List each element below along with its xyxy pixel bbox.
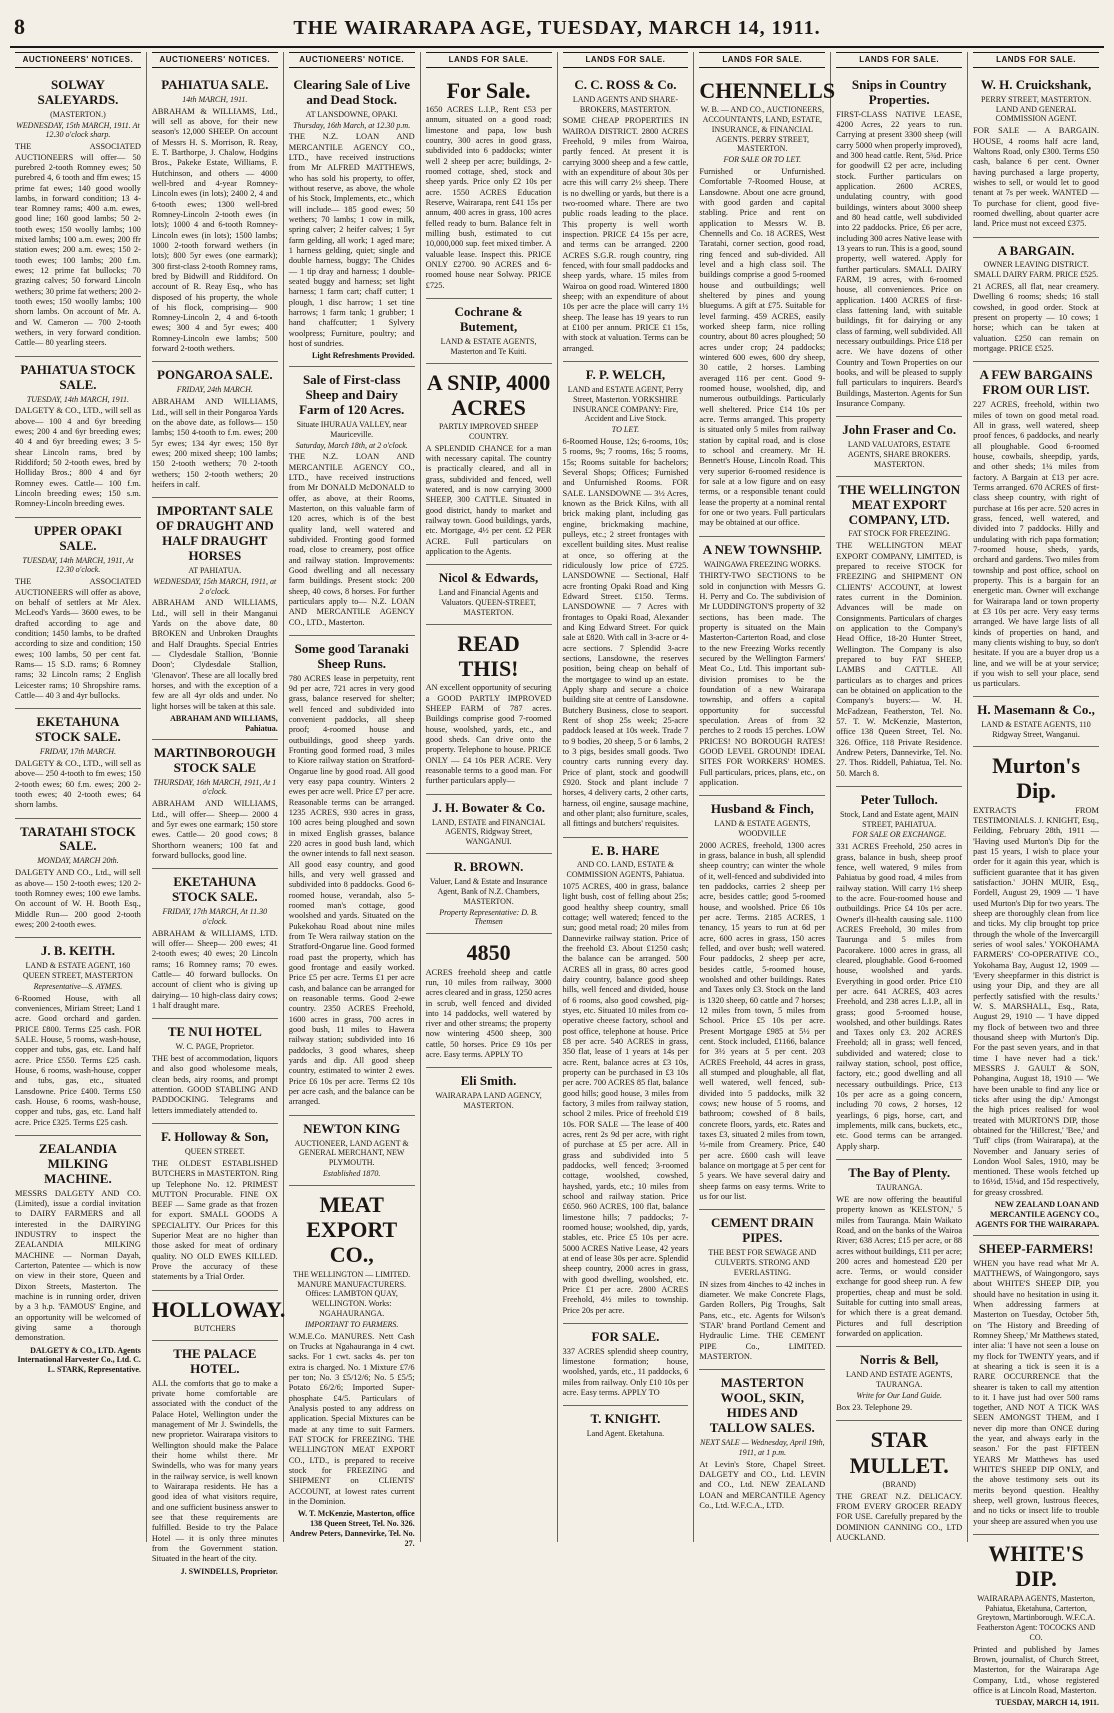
masthead bbox=[10, 14, 1104, 48]
ad-title: PAHIATUA STOCK SALE. bbox=[20, 361, 136, 392]
ad-title: T. KNIGHT. bbox=[590, 1411, 661, 1427]
advertisement bbox=[426, 854, 552, 934]
ad-body: A SPLENDID CHANCE for a man with necessary capital. The country is practically cleared, and all in grass, subdivided and fenced, well watered, and is now carrying 3000 SHEEP, 300 CATTLE. Situated in good district, handy to market and railway town. Good buildings, yards, etc. Mortgage, 4½ per cent. £2 PER ACRE. Full particulars on application to the Agents. bbox=[425, 443, 552, 557]
ad-title: W. H. Cruickshank, bbox=[980, 76, 1092, 92]
ad-title: A FEW BARGAINS FROM OUR LIST. bbox=[979, 367, 1093, 398]
advertisement bbox=[973, 747, 1099, 1236]
ad-title: H. Masemann & Co., bbox=[977, 702, 1095, 718]
ad-sub: AUCTIONEER, LAND AGENT & GENERAL MERCHANT, NEW PLYMOUTH. bbox=[294, 1138, 409, 1168]
ad-body: THE WELLINGTON MEAT EXPORT COMPANY, LIMITED, is prepared to receive STOCK for FREEZING and SHIPMENT ON CLIENTS' ACCOUNT, at lowest rates current in the Dominion. Advances will be made on Consignments. Particulars of charges on application to the Company's Head Office, 18-20 Hunter Street, Wellington. The Company is also prepared to buy FAT SHEEP, LAMBS and CATTLE. All particulars as to charges and prices can be obtained on application to the Company's buyers:— W. H. McFadzean, Featherston, Tel. No. 57. T. W. McKenzie, Masterton, office 138 Queen Street, Tel. No. 326. Office, 118 Private Residence. Andrew Peters, Dannevirke, Tel. No. 27. Thos. Riddell, Pahiatua, Tel. No. 50. March 8. bbox=[836, 541, 963, 778]
advertisement bbox=[836, 1160, 962, 1347]
ad-date: FOR SALE OR TO LET. bbox=[723, 155, 802, 165]
ad-sub: PERRY STREET, MASTERTON. LAND AND GENERAL COMMISSION AGENT. bbox=[981, 94, 1092, 124]
ad-date: TUESDAY, 14th MARCH, 1911. bbox=[26, 394, 130, 404]
ad-body: Box 23. Telephone 29. bbox=[836, 1402, 913, 1412]
ad-sig: Light Refreshments Provided. bbox=[312, 351, 415, 361]
advertisement bbox=[563, 362, 689, 838]
ad-sub: PARTLY IMPROVED SHEEP COUNTRY. bbox=[439, 422, 539, 441]
advertisement bbox=[152, 1341, 278, 1582]
ad-date: FRIDAY, 17th MARCH, At 11.30 o'clock. bbox=[162, 907, 268, 926]
ad-title: MEAT EXPORT CO., bbox=[306, 1191, 398, 1268]
ad-sub: WAINGAWA FREEZING WORKS. bbox=[703, 559, 821, 569]
advertisement bbox=[563, 72, 689, 362]
column-heading: LANDS FOR SALE. bbox=[426, 52, 552, 68]
column-heading: LANDS FOR SALE. bbox=[699, 52, 825, 68]
advertisement bbox=[973, 1236, 1099, 1535]
ad-body: 337 ACRES splendid sheep country, limestone formation; house, woolshed, yards, etc., 11 paddocks, 6 miles from railway. Only £10 10s per acre. Easy terms. APPLY TO bbox=[562, 1346, 689, 1398]
ad-sub: LAND & ESTATE AGENTS, 110 Ridgway Street, Wanganui. bbox=[981, 720, 1091, 740]
advertisement bbox=[15, 938, 141, 1136]
ad-title: Peter Tulloch. bbox=[860, 791, 938, 807]
ad-body: MESSRS DALGETY AND CO. (Limited), issue a cordial invitation to DAIRY FARMERS and all interested in the DAIRYING INDUSTRY to inspect the ZEALANDIA MILKING MACHINE — Norman Dayah, Carterton, Patentee — which is now on view in their store, Queen and Dixon Streets, Masterton. The machine is in running order, driven by a 3 h.p. 'FAMOUS' Engine, and an opportunity will be welcomed of giving same a thorough demonstration. bbox=[15, 1188, 141, 1343]
ad-date: Representative—S. AYMES. bbox=[33, 981, 123, 991]
ad-date: Property Representative: D. B. Themsen bbox=[439, 907, 538, 927]
column-7 bbox=[831, 52, 968, 1542]
advertisement bbox=[563, 1324, 689, 1407]
ad-body: 780 ACRES lease in perpetuity, rent 9d per acre, 721 acres in very good grass, balance reserved for shelter; well fenced and subdivided into convenient paddocks, all sheep proof; 4-roomed house and outbuildings, good sheep yards. Fronting good formed road, 3 miles to Kiore railway station on Stratford-Ongarue line by good road. All good very easy papa country. Winters 2 ewes per acre well. Price £7 per acre. Reasonable terms can be arranged. 1235 ACRES, 930 acres in grass, 100 acres being ploughed and sown in mixed English grasses, balance 220 acres in good bush land, which the owner intends to fall next season. All good easy country, and good hills, and very well grassed and subdivided into 8 paddocks. Good 6-roomed house, verandah, also 5-roomed man's cottage, good woolshed and yards. Situated on the Pukekohau Road about nine miles from Te Wera railway station on the Stratford-Ongarue line. Good formed road past the property, which has good frontage and easily worked. Price £5 per acre. Terms £1 per acre cash, and balance can be arranged for on reasonable terms. Good 2-ewe country. 2350 ACRES Freehold, 1600 acres in grass, 700 acres in good bush, 11 miles to Hawera railway station; subdivided into 16 paddocks, 3 good whares, sheep yards and dip. All good sheep country, estimated to winter 2 ewes. Price £6 10s per acre. Terms £2 10s per acre cash, and the balance can be arranged. bbox=[288, 673, 415, 1107]
advertisement bbox=[15, 72, 141, 357]
ad-body: ALL the comforts that go to make a private home comfortable are associated with the conduct of the Palace Hotel, Wellington under the management of Mr J. Swindells, the new proprietor. Wairarapa visitors to Wellington should make the Palace their home whilst there. Mr Swindells, who was for many years in the railway service, is well known to Wairarapa residents. He has a good idea of what visitors require, and one sufficient business answer to see that these requirements are fulfilled. Beside to try the Palace Hotel — it is only three minutes from the Government station. Situated in the heart of the city. bbox=[151, 1378, 278, 1564]
advertisement bbox=[426, 364, 552, 566]
ad-sub: QUEEN STREET. bbox=[184, 1147, 245, 1157]
ad-title: HOLLOWAY. bbox=[151, 1296, 286, 1322]
column-heading: AUCTIONEERS' NOTICES. bbox=[152, 52, 278, 68]
column-heading: LANDS FOR SALE. bbox=[836, 52, 962, 68]
advertisement bbox=[699, 796, 825, 1210]
advertisement bbox=[563, 1406, 689, 1445]
ad-sub: THE BEST FOR SEWAGE AND CULVERTS. STRONG AND EVERLASTING. bbox=[708, 1248, 817, 1277]
column-4 bbox=[421, 52, 558, 1542]
ad-title: TE NUI HOTEL bbox=[167, 1024, 262, 1040]
advertisement bbox=[426, 1068, 552, 1117]
ad-body: FIRST-CLASS NATIVE LEASE, 4200 Acres, 22 years to run. Carrying at present 3300 sheep (will carry 5000 when properly improved), and 300 head cattle. Rent, 5¾d. Price for goodwill £2 per acre, including stock. Further particulars on application. 2600 ACRES, undulating country, with good buildings, winters about 3000 sheep and 80 head cattle, well subdivided into 22 paddocks. Price, £6 per acre, including 300 acres Native lease with 13 years to run. This is a good, sound property, well watered. Apply for further particulars. SMALL DAIRY FARM, 19 acres, with 6-roomed house, all conveniences. Price on application. 1400 ACRES of first-class fattening land, with suitable buildings, fit for dairying or any class of farming, well subdivided. All necessary outbuildings. Price £18 per acre. We have dozens of other Country and Town Properties on our books, and will be pleased to supply full particulars to inquirers. Beard's Buildings, Masterton. Agents for Sun Insurance Company. bbox=[836, 109, 963, 408]
ad-title: Nicol & Edwards, bbox=[438, 570, 539, 586]
advertisement bbox=[289, 72, 415, 367]
column-heading: AUCTIONEERS' NOTICE. bbox=[289, 52, 415, 68]
ad-sub: Land Agent. Eketahuna. bbox=[586, 1429, 665, 1439]
ad-sub: LAND & ESTATE AGENT, 160 QUEEN STREET, MASTERTON bbox=[22, 961, 133, 980]
ad-title: Some good Taranaki Sheep Runs. bbox=[294, 640, 409, 671]
ad-date: NEXT SALE — Wednesday, April 19th, 1911, at 1 p.m. bbox=[700, 1438, 825, 1457]
advertisement bbox=[699, 72, 836, 537]
ad-body: W.M.E.Co. MANURES. Nett Cash on Trucks at Ngahauranga in 4 cwt. sacks. For 1 cwt. sacks 4s. per ton extra is charged. No. 1 Mixture £7/6 per ton; No. 3 £5/12/6; No. 5 £5/5; Potato £6/2/6; Imported Super-phosphate £4/5. Particulars of Analysis posted to any address on application. Special Mixtures can be made at any time to suit Farmers. FAT STOCK for FREEZING. THE WELLINGTON MEAT EXPORT CO., LTD., is prepared to receive stock for FREEZING and SHIPMENT on CLIENTS' ACCOUNT, at lowest rates current in the Dominion. bbox=[288, 1331, 415, 1506]
ad-body: THE ASSOCIATED AUCTIONEERS will offer— 50 purebred 2-tooth Romney ewes; 50 purebred 4, 6 tooth and ffm ewes; 15 prime fat ewes; 140 good woolly lambs, in forward condition; 13 4-tear Romney rams; 400 a.m. ewes, good line; 160 good lambs; 50 2-tooth ewes; 150 woolly lambs; 100 mixed lambs; 100 a.m. ewes; 200 ffr station ewes; 200 a.m. ewes; 150 2-tooth ewes; 100 lambs; 200 f.m. ewes; 12 prime fat bullocks; 70 grazing calves; 50 forward Lincoln wethers; 30 prime fat wethers; 200 2-tooth ewes; 150 woolly lambs; 100 shorn lambs. On account of Mr. A. and W. Cameron — 700 2-tooth wethers, in very forward condition. Cattle— 80 yearling steers. bbox=[15, 142, 141, 348]
ad-title: Murton's Dip. bbox=[992, 753, 1081, 804]
ad-sub: W. B. — AND CO., AUCTIONEERS, ACCOUNTANTS, LAND, ESTATE, INSURANCE, & FINANCIAL AGENTS. PERRY STREET, MASTERTON. bbox=[700, 105, 824, 154]
ad-title: STAR MULLET. bbox=[849, 1427, 949, 1478]
ad-body: AN excellent opportunity of securing a GOOD PARTLY IMPROVED SHEEP FARM of 787 acres. Buildings comprise good 7-roomed house, woolshed, yards, etc., and good sheds. Can drive onto the property. Telephone to house. PRICE ONLY — £4 10s PER ACRE. Very reasonable terms to a good man. For further particulars apply— bbox=[425, 683, 552, 786]
ad-body: ABRAHAM AND WILLIAMS, Ltd., will sell in their Pongaroa Yards on the above date, as follows— 150 lambs; 150 4-tooth to f.m. ewes; 200 5yr ewes; 134 4yr ewes; 150 8yr ewes; 200 mixed sheep; 100 lambs; 150 2-tooth wethers; 70 2-tooth wethers; 150 2-tooth wethers; 20 heifers in calf. bbox=[151, 397, 278, 489]
ad-title: MASTERTON WOOL, SKIN, HIDES AND TALLOW SALES. bbox=[709, 1375, 815, 1436]
column-6 bbox=[694, 52, 836, 1542]
ad-sig: NEW ZEALAND LOAN AND MERCANTILE AGENCY CO., AGENTS FOR THE WAIRARAPA. bbox=[975, 1200, 1099, 1229]
ad-sub: LAND AND ESTATE AGENTS, TAURANGA. bbox=[845, 1370, 953, 1390]
advertisement bbox=[973, 72, 1099, 238]
advertisement bbox=[152, 1019, 278, 1124]
ad-body: DALGETY & CO., LTD., will sell as above— 250 4-tooth to fm ewes; 150 2-tooth ewes; 60 f.m. ewes; 200 2-tooth ewes; 40 2-tooth ewes; 64 shorn lambs. bbox=[15, 758, 141, 810]
ad-sub: (BRAND) bbox=[882, 1479, 916, 1489]
ad-body: THE N.Z. LOAN AND MERCANTILE AGENCY CO., LTD., have received instructions from Mr DONALD McDONALD to offer, as above, at their Rooms, Masterton, on this valuable farm of 120 acres, which is of the best quality land, well watered and subdivided. Fronting good formed road, close to creamery, post office and railway station. Improvements: Good dwelling and all necessary farm buildings. Present stock: 200 sheep, 40 cows, 8 horses. For further particulars apply to— N.Z. LOAN AND MERCANTILE AGENCY CO., LTD., Masterton. bbox=[288, 452, 415, 627]
ad-sub: W. C. PAGE, Proprietor. bbox=[175, 1042, 254, 1052]
advertisement bbox=[973, 697, 1099, 747]
ad-sub: FAT STOCK FOR FREEZING. bbox=[848, 529, 951, 539]
ad-body: THE OLDEST ESTABLISHED BUTCHERS in MASTERTON. Ring up Telephone No. 12. PRIMEST MUTTON Procurable. FINE OX BEEF — Same grade as that frozen for export. SMALL GOODS A SPECIALITY. Our Prices for this Superior Meat are no higher than those asked for meat of ordinary quality. NO OLD EWES KILLED. Prove the accuracy of these statements by a Trial Order. bbox=[151, 1158, 278, 1282]
advertisement bbox=[426, 72, 552, 299]
advertisement bbox=[973, 362, 1099, 697]
ad-sub: OWNER LEAVING DISTRICT. SMALL DAIRY FARM. PRICE £525. bbox=[973, 260, 1099, 280]
advertisement bbox=[151, 1291, 286, 1341]
ad-date: Established 1870. bbox=[323, 1169, 381, 1179]
ad-title: EKETAHUNA STOCK SALE. bbox=[171, 874, 258, 905]
advertisement bbox=[836, 72, 962, 417]
advertisement bbox=[426, 795, 552, 854]
ad-body: 1075 ACRES, 400 in grass, balance light bush, cost of felling about 25s; good healthy sheep country, small cottage; well watered; fenced to the sun; good metal road; 20 miles from Dannevirke railway station. Price of the freehold £3. About £1250 cash; the balance can be arranged. 500 ACRES all in grass, 80 acres good dairy country, balance good sheep hills, well fenced and divided, house of 6 rooms, also good cowshed, pig-styes, etc. Situated 10 miles from co-operative cheese factory, school and post office, telephone at house. Price £8 per acre. 540 ACRES in grass, 350 flat, lease of 1 years at 14s per acre. Rent, balance acres at £3 10s, property can be purchased in £3 10s per acre. 700 ACRES 85 flat, balance good hills; good house, 3 miles from factory, 3 miles from railway station, school 2 miles. Price of freehold £19 10s. FOR SALE — The lease of 400 acres, rent 2s 9d per acre, with right of purchase at £5 per acre. All in grass and subdivided into 5 paddocks, well fenced; 3-roomed cottage, woolshed, cowshed, hayshed, yards, etc.; 10 miles from school and railway station. Price £650. 960 ACRES, 100 flat, balance limestone hills; 7 paddocks; 7-roomed house; woolshed, dip, yards, stables, etc. Price £5 10s per acre. 5000 ACRES Native Lease, 42 years at end of lease 30s per acre. Splendid sheep country, 2000 acres in grass, with good dwelling, woolshed, etc. Price £1 per acre. 2800 ACRES Freehold, 4½ miles to township. Price 20s per acre. bbox=[562, 882, 689, 1315]
ad-body: Furnished or Unfurnished. Comfortable 7-Roomed House, at Lansdowne. About one acre ground, with good garden and capital stabling. Price and rent on application to Messrs W. B. Chennells and Co. 18 ACRES, West Taratahi, corner section, good road, ring fenced and sub-divided. All level and a high class soil. The buildings comprise a good 5-roomed house and outbuildings; well sheltered by pines and young bluegums. A gift at £75. Suitable for level farming. 459 ACRES, easily worked sheep farm, nice rolling country, about 80 acres ploughed; 50 acres under crop; 24 paddocks; wintered 600 ewes, 600 dry sheep, 30 cattle, 2 horses. Lambing averaged 116 per cent. Good 9-roomed house, woolshed, dip, and numerous outbuildings. Particularly well sheltered. Price £14 10s per acre. Terms arranged. This property is situated only 5 miles from railway station by capital road, and is close to school and creamery. Mr H. Bennett's House, Lincoln Road. This very superior 6-roomed residence is for sale at a low figure and on easy terms, or a responsible tenant could lease the property at a nominal rental for one or two years. Full particulars may be obtained at our office. bbox=[699, 167, 826, 528]
ad-date: Write for Our Land Guide. bbox=[856, 1391, 942, 1401]
ad-title: THE PALACE HOTEL. bbox=[173, 1345, 257, 1376]
advertisement bbox=[15, 357, 141, 518]
ad-title: E. B. HARE bbox=[591, 842, 660, 858]
ad-body: 2000 ACRES, freehold, 1300 acres in grass, balance in bush, all splendid sheep country; can winter the whole of it, well-fenced and subdivided into ten paddocks, carries 2 sheep per acre, besides cattle; good 5-roomed house, and woolshed. Price £6 10s per acre. Terms. 2185 ACRES, 1 tenancy, 15 years to run at 6d per acre, 600 acres in grass, 150 acres felled, and over bush; well watered. Four paddocks, 2 sheep per acre, besides cattle, 5-roomed house, woolshed and other buildings. Rates and Taxes only £3. Stock on the land is 1320 sheep, 60 cattle and 7 horses; 12 miles from town, 5 miles from School. Price £5 10s per acre. Present Mortgage £985 at 5½ per cent. Stock included, £1166, balance for 3½ years at 5 per cent. 203 ACRES Freehold, 44 acres in grass, all stumped and ploughable, all flat, well watered, well fenced, sub-divided into 5 paddocks, milk 32 cows; new house of 5 rooms, and bathroom; cowshed of 8 bails, concrete floors, yards, etc. Rates and taxes £3, situated 2 miles from town, ½-mile from Creamery. Price, £40 per acre. £600 cash will leave balance on mortgage at 5 per cent for 5 years. We have several dairy and sheep farms on easy terms. Write to us for our list. bbox=[699, 840, 826, 1201]
advertisement bbox=[973, 238, 1099, 363]
ad-date: Thursday, 16th March, at 12.30 p.m. bbox=[293, 120, 411, 130]
ad-title: R. BROWN. bbox=[453, 859, 524, 875]
ad-sub: LAND & ESTATE AGENTS, Masterton and Te Kuiti. bbox=[440, 336, 537, 356]
advertisement bbox=[152, 1124, 278, 1291]
ad-sub: THE WELLINGTON — LIMITED. MANURE MANUFACTURERS. Offices: LAMBTON QUAY, WELLINGTON. Works: NGAHAURANGA. bbox=[293, 1269, 411, 1319]
ad-body: At Levin's Store, Chapel Street. DALGETY and CO., Ltd. LEVIN and CO., Ltd. NEW ZEALAND LOAN and MERCANTILE Agency Co., Ltd. W.F.C.A., LTD. bbox=[699, 1459, 826, 1511]
ad-date: WEDNESDAY, 15th MARCH, 1911, at 2 o'clock. bbox=[153, 576, 277, 596]
ad-body: SOME CHEAP PROPERTIES IN WAIROA DISTRICT. 2800 ACRES Freehold, 9 miles from Wairoa, partly fenced. At present it is carrying 3000 sheep and a few cattle, with an expenditure of about 30s per acre this will carry 2½ sheep. There is no dwelling or yards, but there is a two-roomed whare. There are two public roads leading to the place. This property is well worth inspection. PRICE £4 15s per acre, and terms can be arranged. 2200 ACRES S.G.R. rough country, ring fenced, with four small paddocks and sheep yards, whare. 15 miles from Wairoa on good road. Wintered 1800 sheep; with an expenditure of about 10s per acre the place will carry 1½ sheep. The lease has 19 years to run at £100 per annum. PRICE £1 15s, with stock at valuation. Terms can be arranged. bbox=[562, 116, 689, 353]
advertisement bbox=[836, 1347, 962, 1421]
ad-title: Cochrane & Butement, bbox=[454, 304, 523, 334]
column-2 bbox=[147, 52, 286, 1576]
advertisement bbox=[426, 565, 552, 624]
ad-body: IN sizes from 4inches to 42 inches in diameter. We make Concrete Flags, Garden Rollers, Pig Troughs, Salt Pans, etc., etc. Agents for Wilson's 'STAR' brand Portland Cement and Hydraulic Lime. THE CEMENT PIPE Co., LIMITED. MASTERTON. bbox=[699, 1279, 826, 1361]
ad-body: 331 ACRES Freehold, 250 acres in grass, balance in bush, sheep proof fence, well watered, 9 miles from Pahiatua by good road, 4 miles from railway station. Will carry 1½ sheep to the acre. Four-roomed house and outbuildings. Price £4 10s per acre. Owner's ill-health causing sale. 1100 ACRES Freehold, 30 miles from Taurunga and 5 miles from Pacorakere. 1000 acres in grass, all cleared, ploughable. Good 6-roomed house, woolshed and yards. Everything in good order. Price £10 per acre. 641 ACRES, 403 acres Freehold, and 238 acres L.I.P., all in grass; good 5-roomed house, woolshed, and other buildings. Rates and Taxes only £3. 202 ACRES Freehold; all in grass; well fenced, subdivided and watered; close to railway station, school, post office, factory, etc.; good dwelling and all necessary outbuildings. Price, £13 10s per acre as a going concern, including 70 cows, 2 horses, 12 yearlings, 6 pigs, horse, cart, and implements, milk cans, buckets, etc., etc. Good terms can be arranged. Apply sharp. bbox=[836, 842, 963, 1151]
ad-body: ABRAHAM AND WILLIAMS, Ltd., will offer— Sheep— 2000 4 and 5yr ewes one earmark; 150 store ewes. Cattle— 20 good cows; 8 Shorthorn weaners; 100 fat and forward bullocks, good line. bbox=[151, 799, 278, 860]
ad-title: Snips in Country Properties. bbox=[851, 76, 947, 107]
ad-title: PAHIATUA SALE. bbox=[161, 76, 269, 92]
ad-body: ABRAHAM AND WILLIAMS, Ltd., will sell in their Manganui Yards on the above date, 80 BROKEN and Unbroken Draughts and Half Draughts. Special Entries — Clydesdale Stallion, 'Bonnie Doon'; Clydesdale Stallion, 'Glenavon'. These are all locally bred horses, and with the exception of a few are all 4yr olds and under. No light horses will be taken at this sale. bbox=[151, 598, 278, 711]
ad-title: Husband & Finch, bbox=[710, 801, 814, 817]
ad-title: A SNIP, 4000 ACRES bbox=[426, 369, 551, 420]
ad-title: F. P. WELCH, bbox=[585, 366, 666, 382]
ad-body: FOR SALE — A BARGAIN. HOUSE, 4 rooms half acre land, Waltons Road, only £300. Terms £50 cash, balance 6 per cent. Owner having purchased a large property, wishes to sell, or would let to good tenant at 7s per week. WANTED — To purchase for client, good five-roomed dwelling, about quarter acre land. Price must not exceed £375. bbox=[973, 126, 1099, 229]
advertisement bbox=[152, 869, 278, 1019]
ad-title: Eli Smith. bbox=[460, 1073, 517, 1089]
column-heading: LANDS FOR SALE. bbox=[973, 52, 1099, 68]
advertisement bbox=[152, 498, 278, 740]
ad-sub: LAND & ESTATE AGENTS, WOODVILLE bbox=[714, 819, 811, 838]
advertisement bbox=[836, 477, 962, 787]
ad-body: DALGETY AND CO., Ltd., will sell as above— 150 2-tooth ewes; 120 2-tooth Romney ewes; 100 ewe lambs. On account of W. H. Booth Esq., Middle Run— 200 good 2-tooth ewes; 200 2-tooth ewes. bbox=[15, 868, 141, 929]
ad-title: SOLWAY SALEYARDS. bbox=[37, 76, 119, 107]
ad-date: WEDNESDAY, 15th MARCH, 1911. At 12.30 o'clock sharp. bbox=[16, 120, 140, 140]
ad-sig: W. T. McKenzie, Masterton, office 138 Queen Street, Tel. No. 326. Andrew Peters, Dannevirke, Tel. No. 27. bbox=[289, 1509, 415, 1548]
column-heading: AUCTIONEERS' NOTICES. bbox=[15, 52, 141, 68]
column-8 bbox=[968, 52, 1104, 1708]
ad-sub: Land and Financial Agents and Valuators. QUEEN-STREET, MASTERTON. bbox=[438, 588, 539, 618]
ad-date: TO LET. bbox=[611, 425, 640, 435]
advertisement bbox=[15, 518, 141, 709]
ad-body: EXTRACTS FROM TESTIMONIALS. J. KNIGHT, Esq., Feilding, February 28th, 1911 — 'Having used Murton's Dip for the past 15 years, I wish to place your order for it again this year, which is sufficient guarantee that it has given satisfaction.' JOHN MUIR, Esq., Fordell, August 29, 1909 — 'I have used Murton's Dip for two years. The sheep are thoroughly clean from lice and ticks. My clip brought top price through the whole of the Invercargill series of wool sales.' YOKOHAMA FARMERS' CO-OPERATIVE CO., Yokohama Bay, August 12, 1909 — 'Every sheepfarmer in this district is using your Dip, and they are all perfectly satisfied with the results.' W. S. MARSHALL, Esq., Rata, August 29, 1910 — 'I have dipped my flock of between two and three thousand sheep with Murton's Dip. For the past seven years, and in that time I have never had a tick.' MESSRS J. GAULT & SON, Pohangina, August 18, 1910 — 'We have been unable to find any lice or ticks after using the dip.' Amongst the high prices realised for wool treated with MURTON'S DIP, those obtained for the 'Hillcrest,' 'Bee,' and 'Tuff' clips (from Wairarapa), at the November and January series of London Wool Sales, 1910, may be mentioned. These wools fetched up to 16½d, 15¼d, and 15d respectively, for greasy crossbred. bbox=[973, 805, 1099, 1197]
ad-title: Sale of First-class Sheep and Dairy Farm of 120 Acres. bbox=[299, 372, 405, 417]
ad-sub: LAND, ESTATE and FINANCIAL AGENTS, Ridgway Street, WANGANUI. bbox=[432, 817, 546, 847]
advertisement bbox=[15, 709, 141, 818]
advertisement bbox=[699, 1370, 825, 1518]
ad-date: 14th MARCH, 1911. bbox=[182, 94, 248, 104]
ad-title: C. C. ROSS & Co. bbox=[574, 76, 677, 92]
ad-sig: J. SWINDELLS, Proprietor. bbox=[180, 1566, 278, 1576]
advertisement bbox=[699, 537, 825, 797]
advertisement bbox=[836, 1421, 962, 1550]
ad-body: DALGETY & CO., LTD., will sell as above— 100 4 and 6yr breeding ewes; 200 4 and 6yr breeding ewes; 40 4 and 6yr breeding ewes; 3 5-shear Lincoln rams, bred by Riddiford; 50 2-tooth ewes, bred by Holliday Bros.; 800 4 and 6yr Romney ewes. Cattle— 100 f.m. Lincoln breeding ewes; 150 s.m. Romney-Lincoln breeding ewes. bbox=[15, 406, 141, 509]
column-1 bbox=[10, 52, 147, 1542]
advertisement bbox=[836, 787, 962, 1160]
column-5 bbox=[558, 52, 695, 1542]
advertisement bbox=[152, 740, 278, 870]
newspaper-title: THE WAIRARAPA AGE, TUESDAY, MARCH 14, 1911. bbox=[293, 17, 821, 39]
ad-sub: LAND and ESTATE AGENT, Perry Street, Masterton. YORKSHIRE INSURANCE COMPANY: Fire, Accident and Live Stock. bbox=[567, 384, 684, 424]
ad-sub: WAIRARAPA AGENTS, Masterton, Pahiatua, Eketahuna, Carterton, Greytown, Martinborough. W.F.C.A. Featherston Agent: TOCOCKS AND CO. bbox=[976, 1593, 1096, 1642]
ad-date: FRIDAY, 17th MARCH. bbox=[39, 747, 117, 757]
ad-title: TARATAHI STOCK SALE. bbox=[20, 823, 136, 854]
advertisement bbox=[836, 417, 962, 476]
ad-title: CEMENT DRAIN PIPES. bbox=[710, 1215, 814, 1246]
ad-date: Saturday, March 18th, at 2 o'clock. bbox=[295, 440, 408, 450]
ad-title: John Fraser and Co. bbox=[842, 422, 957, 438]
ad-title: WHITE'S DIP. bbox=[988, 1541, 1084, 1592]
ad-title: ZEALANDIA MILKING MACHINE. bbox=[38, 1140, 117, 1186]
ad-title: The Bay of Plenty. bbox=[848, 1165, 951, 1181]
ad-body: ABRAHAM & WILLIAMS, Ltd., will sell as above, for their new season's 12,000 SHEEP. On account of Messrs H. S. Morrison, R. Reay, E. T. Barthorpe, J. Chalow, Hodgins Bros., Pakeke Estate, Williams, F. Hutchinson, and others — 4000 well-bred and 4-year Romney-Lincoln ewes (in lots); 2400 2, 4 and 6-tooth ewes; 1300 well-bred Romney-Lincoln 2-tooth ewes (in lots); 1000 4 and 6-tooth Romney-Lincoln ewes (in lots); 1500 lambs; 1000 2-tooth forward wethers (in lots); 800 5yr ewes (one earmark); 300 first-class 2-tooth Romney rams, bred by Bidwill and Riddiford. On account of R. Reay Esq., who has disposed of his property, the whole of his flock, comprising— 900 Romney-Lincoln 2, 4 and 6-tooth ewes; 300 4 and 5yr ewes; 400 Romney-Lincoln ewe lambs; 500 forward 2-tooth wethers. bbox=[151, 106, 278, 354]
ad-body: ABRAHAM & WILLIAMS, LTD. will offer— Sheep— 200 ewes; 41 2-tooth ewes; 40 ewes; 20 Lincoln rams; 16 Romney rams; 70 ewes. Cattle— 40 forward bullocks. On account of client who is giving up dairying— 10 high-class dairy cows; 1 half draught mare. bbox=[151, 928, 278, 1011]
ad-title: MARTINBOROUGH STOCK SALE bbox=[154, 744, 276, 775]
advertisement bbox=[426, 934, 552, 1068]
ad-body: 1650 ACRES L.I.P., Rent £53 per annum, situated on a good road; limestone and papa, low bush country, 300 acres in good grass, subdivided into 6 paddocks; winter well 2 sheep per acre; buildings, 2-roomed cottage, shed, stock and sheep yards. Price only £2 10s per acre. 1550 ACRES Education Reserve, Wairarapa, rent £41 15s per annum, 400 acres in grass, 100 acres felled ready to burn. Balance felt in milling bush, estimated to cut 10,000,000 sup. feet mixed timber. A valuable lease. Inspect this. PRICE ONLY £2700. 90 ACRES and 6-roomed house near Solway. PRICE £725. bbox=[425, 105, 552, 290]
ad-title: FOR SALE. bbox=[591, 1328, 660, 1344]
advertisement bbox=[152, 72, 278, 363]
ad-sub: BUTCHERS bbox=[193, 1324, 236, 1334]
advertisement bbox=[289, 1186, 415, 1554]
ad-sub: LAND AGENTS AND SHARE-BROKERS, MASTERTON. bbox=[572, 94, 678, 114]
ad-sub: (MASTERTON.) bbox=[50, 109, 106, 119]
ad-body: Printed and published by James Brown, journalist, of Church Street, Masterton, for the Wairarapa Age Company, Ltd., whose registered office is at Lincoln Road, Masterton. bbox=[973, 1644, 1099, 1696]
ad-title: PONGAROA SALE. bbox=[157, 367, 273, 383]
ad-body: WHEN you have read what Mr A. MATTHEWS, of Waingongoro, says about WHITE'S SHEEP DIP, you should have no hesitation in using it. When addressing farmers at Masterton on Tuesday, October 5th, on 'The History and Breeding of Romney Sheep,' Mr Matthews stated, inter alia: 'I have not seen a louse on my flock for TWENTY years, and if at shearing a tick is seen it is a RARE OCCURRENCE that the shearer is taken to call my attention to it. I have just had over 500 rams together, AND NOT A TICK WAS SEEN AMONGST THEM, and I never dip more than ONCE during the year, and always early in the season.' For the past FIFTEEN YEARS Mr Matthews has used WHITE'S SHEEP DIP ONLY, and the above testimony sets out its merits beyond question. Healthy sheep, well grown, lustrous fleeces, and no ticks or insect life to trouble your sheep are assured when you use bbox=[973, 1258, 1099, 1526]
ad-title: Norris & Bell, bbox=[860, 1352, 939, 1368]
ad-date: IMPORTANT TO FARMERS. bbox=[304, 1319, 399, 1329]
ad-title: A BARGAIN. bbox=[997, 242, 1075, 258]
ad-title: F. Holloway & Son, bbox=[161, 1129, 269, 1145]
advertisement bbox=[152, 362, 278, 498]
advertisement bbox=[699, 1210, 825, 1370]
advertisement bbox=[426, 625, 552, 795]
column-heading: LANDS FOR SALE. bbox=[563, 52, 689, 68]
advertisement bbox=[15, 1136, 141, 1380]
ad-sub: Situate IHURAUA VALLEY, near Mauriceville. bbox=[296, 419, 407, 439]
ad-title: CHENNELLS bbox=[699, 77, 836, 103]
advertisement bbox=[973, 1535, 1099, 1713]
ad-title: For Sale. bbox=[446, 77, 531, 103]
ad-body: THE N.Z. LOAN AND MERCANTILE AGENCY CO., LTD., have received instructions from Mr ALFRED MATTHEWS, who has sold his property, to offer, without reserve, as above, the whole of his Stock, Implements, etc., which will include— 185 good ewes; 50 wethers; 70 lambs; 1 cow in milk, spring calver; 2 heifer calves; 1 5yr farm gelding, all work; 1 aged mare; 1 harness gelding, quiet; single and double harness, buggy; The Chides — 1 tip dray and harness; 1 double-seated buggy and harness; set light harness; 1 farm cart; chaff cutter; 1 plough, 1 disc harrow; 1 set tine harrows; 1 farm tank; 1 grubber; 1 hand chaffcutter; 1 Sylvery woolpress; Furniture, poultry; and host of sundries. bbox=[288, 132, 415, 348]
ad-sub: TAURANGA. bbox=[876, 1183, 923, 1193]
ad-title: NEWTON KING bbox=[303, 1120, 401, 1136]
ad-title: THE WELLINGTON MEAT EXPORT COMPANY, LTD. bbox=[838, 481, 961, 527]
ad-title: J. B. KEITH. bbox=[40, 943, 115, 959]
ad-sub: LAND VALUATORS, ESTATE AGENTS, SHARE BROKERS. MASTERTON. bbox=[847, 440, 951, 469]
ad-body: WE are now offering the beautiful property known as 'KELSTON,' 5 miles from Tauranga. Main Waikato Road, and on the banks of the Wairoa River; 638 Acres; £15 per acre, or 88 acres without buildings, £11 per acre; 200 acres and homestead £20 per acre. Terms, or would consider exchange for good sheep run. A few properties, cheap and must be sold. Suitable for cutting into small areas, for which there is a great demand. Pictures and full description forwarded on application. bbox=[836, 1194, 963, 1339]
ad-sig: TUESDAY, MARCH 14, 1911. bbox=[995, 1698, 1099, 1708]
ad-body: 6-Roomed House, with all conveniences, Miriam Street; Land 1 acre. Good orchard and garden. PRICE £800. Terms £25 cash. FOR SALE. House, 5 rooms, wash-house, copper and tubs, gas, etc. Land half acre. Price £550. Terms £25 cash. House, 6 rooms, wash-house, copper and tubs, gas, etc., situated Lansdowne. Price £400. Terms £50 cash. House, 6 rooms, wash-house, copper and tubs, gas, etc. Land half acre. Price £325. Terms £25 cash. bbox=[15, 993, 141, 1127]
ad-date: THURSDAY, 16th MARCH, 1911, At 1 o'clock. bbox=[153, 777, 277, 797]
ad-sub: AT PAHIATUA. bbox=[188, 565, 242, 575]
ad-sub: WAIRARAPA LAND AGENCY, MASTERTON. bbox=[435, 1091, 542, 1111]
ad-date: MONDAY, MARCH 20th. bbox=[37, 856, 119, 866]
ad-title: 4850 bbox=[466, 940, 511, 966]
ad-title: UPPER OPAKI SALE. bbox=[33, 522, 123, 553]
ad-body: 6-Roomed House, 12s; 6-rooms, 10s; 5 rooms, 9s; 7 rooms, 16s; 5 rooms, 15s; Rooms suitable for bachelors; Several Shops; Offices; Furnished and Unfurnished Rooms. FOR SALE. LANSDOWNE — 3½ Acres, known as the Brick Kilns, with all brick making plant, including gas engine, brickmaking machine, pulleys, etc.; 2 street frontages with excellent building sites. Must realise at once, so offering at the ridiculously low price of £725. LANSDOWNE — Sectional, Half acre fronting Opaki Road and King Edward Street. £150. Terms. LANSDOWNE — 7 Acres with frontages to Opaki Road, Alexander and King Edward Street. For quick sale at £820. With call in 3-acre or 4-acre sections. 7 Splendid 3-acre sections, Lansdowne, the reserves position, being cheap on behalf of the mortgagee to wind up an estate. Apply sharp and secure a choice building site at centre of Lansdowne. Butchery Business, close to seaport. Rent of shop 25s week; 25-acre paddock leased at 10s week. Trade 7 to 9 bodies, 20 sheep, 5 or 6 lambs, 2 to 3 pigs, besides small goods. Two country carts running every day. Price of plant, stock and goodwill £920. Stock and plant include 7 horses, 4 delivery carts, 2 other carts, harness, oil engine, sausage machine, and other plant; also furniture, scales, all fittings and butchers' requisites. bbox=[562, 437, 689, 829]
ad-sig: ABRAHAM AND WILLIAMS, Pahiatua. bbox=[170, 714, 278, 733]
ad-body: ACRES freehold sheep and cattle run, 10 miles from railway, 3000 acres cleared and in grass, 1250 acres in scrub, well fenced and divided into 14 paddocks, well watered by river and other streams; the property now wintering 4500 sheep, 300 cattle, 50 horses. Price £9 10s per acre. Easy terms. APPLY TO bbox=[425, 967, 552, 1060]
advertisement bbox=[563, 838, 689, 1324]
advertisement bbox=[289, 367, 415, 636]
ad-date: TUESDAY, 14th MARCH, 1911, At 12.30 o'clock. bbox=[22, 555, 134, 575]
ad-title: SHEEP-FARMERS! bbox=[978, 1240, 1094, 1256]
ad-body: 21 ACRES, all flat, near creamery. Dwelling 6 rooms; sheds; 16 stall cowshed, in good order. Stock at present on property — 10 cows; 1 horse; which can be taken at valuation. £250 can remain on mortgage. PRICE £525. bbox=[973, 282, 1099, 354]
advertisement bbox=[15, 819, 141, 939]
ad-sub: AND CO. LAND, ESTATE & COMMISSION AGENTS, Pahiatua. bbox=[566, 860, 685, 880]
ad-date: FOR SALE OR EXCHANGE. bbox=[852, 830, 947, 840]
ad-sub: Valuer, Land & Estate and Insurance Agent, Bank of N.Z. Chambers, MASTERTON. bbox=[429, 877, 548, 906]
advertisement bbox=[289, 1116, 415, 1186]
ad-title: READ THIS! bbox=[457, 630, 520, 682]
ad-sub: Stock, Land and Estate agent, MAIN STREET, PAHIATUA. bbox=[839, 809, 959, 829]
ad-sub: AT LANSDOWNE, OPAKI. bbox=[305, 109, 398, 119]
ad-body: THE best of accommodation, liquors and also good wholesome meals, clean beds, airy rooms, and prompt attention. GOOD STABLING AND PADDOCKING. Telegrams and letters immediately attended to. bbox=[151, 1054, 278, 1115]
ad-title: EKETAHUNA STOCK SALE. bbox=[35, 714, 121, 745]
ad-body: THIRTY-TWO SECTIONS to be sold in conjunction with Messrs G. H. Perry and Co. The subdivision of Mr LUDDINGTON'S property of 32 sections, has been made. The property is situated on the Main Masterton-Carterton Road, and close to the new Freezing Works recently secured by the Wellington Farmers' Meat Co., Ltd. This important sub-division promises to be the foundation of a new Wairarapa township, and offers a capital opportunity for successful speculation. Areas of from 32 perches to 2 roods 15 perches. LOW PRICES! NO BOROUGH RATES! GOOD LEVEL GROUND! IDEAL SITES FOR WORKERS' HOMES. Full particulars, prices, plans, etc., on application. bbox=[699, 571, 826, 787]
ad-date: FRIDAY, 24th MARCH. bbox=[176, 385, 253, 395]
ad-body: THE ASSOCIATED AUCTIONEERS will offer as above, on behalf of settlers at Mr Alex. McLeod's Yards— 3600 ewes, to be drafted according to age and condition; 1450 lambs, to be drafted according to size and condition; 150 ewes; 100 lambs, 50 per cent fat. Rams— 15 S.D. rams; 6 Romney rams; 32 Lincoln rams; 2 English Leicester rams; 10 Shropshire rams. Cattle— 40 3 and 4yr bullocks. bbox=[15, 577, 141, 700]
advertisement bbox=[289, 636, 415, 1116]
ad-title: IMPORTANT SALE OF DRAUGHT AND HALF DRAUGHT HORSES bbox=[155, 503, 274, 563]
page-number: 8 bbox=[14, 14, 25, 39]
advertisement bbox=[426, 299, 552, 364]
ad-body: THE GREAT N.Z. DELICACY. FROM EVERY GROCER READY FOR USE. Carefully prepared by the DOMINION CANNING CO., LTD AUCKLAND. bbox=[836, 1491, 963, 1542]
ad-title: J. H. Bowater & Co. bbox=[432, 799, 545, 815]
ad-body: 227 ACRES, freehold, within two miles of town on good metal road. All in grass, well watered, sheep proof fences, 6 paddocks, and nearly all ploughable. Good 6-roomed house, cowbails, sheepdip, yards, and other sheds; 1¼ miles from factory. A Bargain at £13 per acre. Terms arranged. 670 ACRES of first-class sheep country, with right of purchase at 16s per acre. 520 acres in grass, fenced, well watered, and divided into 7 paddocks. Hilly and undulating with rich papa formation; 7-roomed house, sheds, yards, orchard and gardens. Two miles from township and post office, school on property. This is a bargain for an energetic man. Owner will exchange for Wairarapa land or town property at £3 10s per acre. Very easy terms arranged. We have large lists of all kinds of properties on hand, and many clients wishing to buy, so don't hesitate. If you are a buyer drop us a line, and we will be at your service; if you wish to sell your place, send us particulars. bbox=[973, 400, 1099, 689]
column-3 bbox=[284, 52, 421, 1548]
columns bbox=[10, 52, 1104, 1708]
ad-title: A NEW TOWNSHIP. bbox=[702, 541, 822, 557]
ad-title: Clearing Sale of Live and Dead Stock. bbox=[293, 76, 410, 107]
ad-sig: DALGETY & CO., LTD. Agents International Harvester Co., Ltd. C. L. STARK, Representative. bbox=[17, 1345, 141, 1375]
